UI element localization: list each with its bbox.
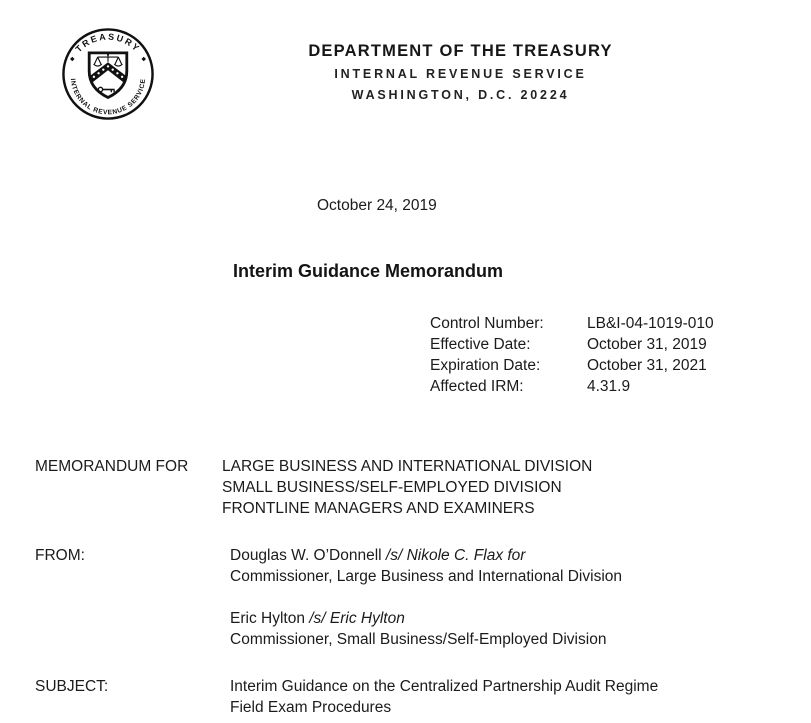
expiration-date-label: Expiration Date: xyxy=(430,357,541,374)
subject-line: Field Exam Procedures xyxy=(230,699,392,716)
subject-block xyxy=(35,676,658,718)
effective-date-row xyxy=(430,334,714,355)
subject-line: Interim Guidance on the Centralized Partnership Audit Regime xyxy=(230,678,659,695)
memorandum-recipients xyxy=(222,456,592,519)
signer-title: Commissioner, Small Business/Self-Employed Division xyxy=(230,631,607,648)
department-name: DEPARTMENT OF THE TREASURY xyxy=(308,42,613,60)
expiration-date-row xyxy=(430,355,714,376)
affected-irm-row xyxy=(430,376,714,397)
affected-irm-label: Affected IRM: xyxy=(430,378,524,395)
from-block xyxy=(35,545,622,650)
signer-name-line xyxy=(230,545,622,566)
control-number-label: Control Number: xyxy=(430,315,544,332)
signer-name-line xyxy=(230,608,622,629)
control-number-row xyxy=(430,313,714,334)
subject-text xyxy=(230,676,658,718)
service-name: INTERNAL REVENUE SERVICE xyxy=(334,67,587,81)
effective-date-label: Effective Date: xyxy=(430,336,531,353)
signer-gap xyxy=(230,587,622,608)
subject-label: SUBJECT: xyxy=(35,678,109,695)
recipient-line: SMALL BUSINESS/SELF-EMPLOYED DIVISION xyxy=(222,479,562,496)
letterhead xyxy=(110,42,811,102)
seal-top-text: TREASURY xyxy=(73,31,143,55)
memorandum-for-block xyxy=(35,456,592,519)
effective-date-value: October 31, 2019 xyxy=(587,336,707,353)
expiration-date-value: October 31, 2021 xyxy=(587,357,707,374)
recipient-line: LARGE BUSINESS AND INTERNATIONAL DIVISION xyxy=(222,458,593,475)
signer-signature: /s/ Eric Hylton xyxy=(304,610,405,627)
from-label: FROM: xyxy=(35,547,85,564)
signer-name: Eric Hylton xyxy=(230,610,305,627)
memo-date: October 24, 2019 xyxy=(317,197,437,214)
from-signers xyxy=(230,545,622,650)
affected-irm-value: 4.31.9 xyxy=(587,378,631,395)
address-line: WASHINGTON, D.C. 20224 xyxy=(351,88,570,102)
signer-signature: /s/ Nikole C. Flax for xyxy=(381,547,526,564)
recipient-line: FRONTLINE MANAGERS AND EXAMINERS xyxy=(222,500,535,517)
memorandum-for-label: MEMORANDUM FOR xyxy=(35,458,189,475)
control-number-value: LB&I-04-1019-010 xyxy=(587,315,714,332)
signer-name: Douglas W. O’Donnell xyxy=(230,547,382,564)
signer-title: Commissioner, Large Business and International Division xyxy=(230,568,623,585)
control-block xyxy=(430,313,714,397)
seal-bottom-text: INTERNAL REVENUE SERVICE xyxy=(68,78,148,117)
memo-title: Interim Guidance Memorandum xyxy=(233,261,504,281)
